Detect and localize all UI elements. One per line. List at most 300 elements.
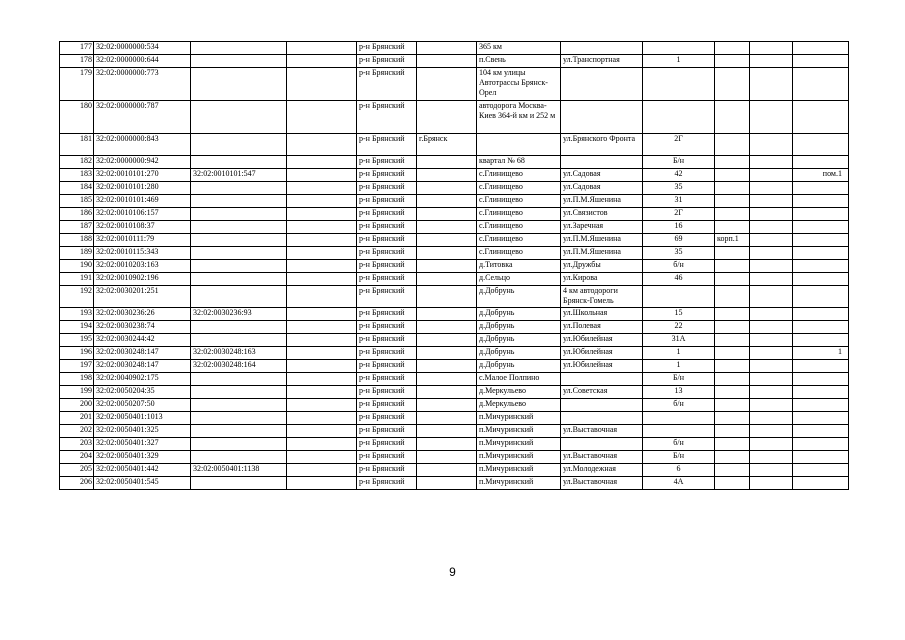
- city-cell: [417, 477, 477, 490]
- cadastral-number-cell: 32:02:0030238:74: [94, 321, 191, 334]
- street-cell: ул.Молодежная: [561, 464, 643, 477]
- locality-cell: [477, 134, 561, 156]
- table-row: [60, 477, 849, 490]
- building-cell: [715, 182, 750, 195]
- building-cell: [715, 477, 750, 490]
- cadastral-number-cell: 32:02:0010101:469: [94, 195, 191, 208]
- street-cell: ул.Дружбы: [561, 260, 643, 273]
- linked-cadastral-cell: [191, 247, 287, 260]
- empty-cell: [750, 347, 793, 360]
- table-row: [60, 438, 849, 451]
- house-cell: 4А: [643, 477, 715, 490]
- premises-cell: [793, 360, 849, 373]
- premises-cell: [793, 308, 849, 321]
- empty-cell: [287, 360, 357, 373]
- linked-cadastral-cell: [191, 373, 287, 386]
- linked-cadastral-cell: [191, 221, 287, 234]
- premises-cell: [793, 55, 849, 68]
- locality-cell: с.Глинищево: [477, 195, 561, 208]
- locality-cell: д.Добрунь: [477, 321, 561, 334]
- empty-cell: [750, 68, 793, 101]
- linked-cadastral-cell: [191, 438, 287, 451]
- linked-cadastral-cell: [191, 334, 287, 347]
- empty-cell: [750, 208, 793, 221]
- registry-table: [59, 41, 849, 490]
- linked-cadastral-cell: [191, 101, 287, 134]
- empty-cell: [750, 425, 793, 438]
- building-cell: [715, 195, 750, 208]
- house-cell: [643, 68, 715, 101]
- premises-cell: [793, 464, 849, 477]
- row-number-cell: 186: [60, 208, 94, 221]
- row-number-cell: 205: [60, 464, 94, 477]
- district-cell: р-н Брянский: [357, 308, 417, 321]
- city-cell: [417, 373, 477, 386]
- district-cell: р-н Брянский: [357, 360, 417, 373]
- empty-cell: [287, 308, 357, 321]
- linked-cadastral-cell: [191, 321, 287, 334]
- building-cell: [715, 156, 750, 169]
- row-number-cell: 189: [60, 247, 94, 260]
- linked-cadastral-cell: [191, 477, 287, 490]
- city-cell: [417, 273, 477, 286]
- empty-cell: [750, 169, 793, 182]
- house-cell: 35: [643, 182, 715, 195]
- empty-cell: [750, 321, 793, 334]
- street-cell: ул.Транспортная: [561, 55, 643, 68]
- premises-cell: [793, 373, 849, 386]
- table-row: [60, 221, 849, 234]
- linked-cadastral-cell: [191, 286, 287, 308]
- house-cell: 15: [643, 308, 715, 321]
- empty-cell: [287, 412, 357, 425]
- house-cell: 69: [643, 234, 715, 247]
- table-row: [60, 334, 849, 347]
- table-row: [60, 247, 849, 260]
- district-cell: р-н Брянский: [357, 101, 417, 134]
- locality-cell: 104 км улицы Автотрассы Брянск-Орел: [477, 68, 561, 101]
- empty-cell: [750, 373, 793, 386]
- street-cell: ул.Садовая: [561, 182, 643, 195]
- premises-cell: [793, 134, 849, 156]
- row-number-cell: 192: [60, 286, 94, 308]
- empty-cell: [287, 425, 357, 438]
- premises-cell: [793, 156, 849, 169]
- premises-cell: [793, 399, 849, 412]
- empty-cell: [750, 438, 793, 451]
- district-cell: р-н Брянский: [357, 234, 417, 247]
- empty-cell: [287, 195, 357, 208]
- city-cell: [417, 321, 477, 334]
- building-cell: [715, 386, 750, 399]
- building-cell: [715, 464, 750, 477]
- district-cell: р-н Брянский: [357, 42, 417, 55]
- city-cell: г.Брянск: [417, 134, 477, 156]
- building-cell: [715, 260, 750, 273]
- building-cell: [715, 347, 750, 360]
- table-row: [60, 286, 849, 308]
- empty-cell: [287, 399, 357, 412]
- linked-cadastral-cell: [191, 260, 287, 273]
- cadastral-number-cell: 32:02:0010108:37: [94, 221, 191, 234]
- street-cell: [561, 42, 643, 55]
- premises-cell: [793, 42, 849, 55]
- empty-cell: [750, 182, 793, 195]
- locality-cell: автодорога Москва-Киев 364-й км и 252 м: [477, 101, 561, 134]
- locality-cell: с.Глинищево: [477, 169, 561, 182]
- street-cell: ул.Брянского Фронта: [561, 134, 643, 156]
- linked-cadastral-cell: 32:02:0010101:547: [191, 169, 287, 182]
- cadastral-number-cell: 32:02:0050401:545: [94, 477, 191, 490]
- linked-cadastral-cell: [191, 386, 287, 399]
- linked-cadastral-cell: [191, 156, 287, 169]
- city-cell: [417, 42, 477, 55]
- premises-cell: [793, 412, 849, 425]
- empty-cell: [287, 221, 357, 234]
- row-number-cell: 188: [60, 234, 94, 247]
- district-cell: р-н Брянский: [357, 247, 417, 260]
- empty-cell: [750, 334, 793, 347]
- premises-cell: [793, 451, 849, 464]
- linked-cadastral-cell: [191, 412, 287, 425]
- table-row: [60, 134, 849, 156]
- street-cell: ул.Связистов: [561, 208, 643, 221]
- empty-cell: [287, 373, 357, 386]
- city-cell: [417, 208, 477, 221]
- empty-cell: [750, 55, 793, 68]
- empty-cell: [287, 42, 357, 55]
- empty-cell: [287, 169, 357, 182]
- locality-cell: д.Сельцо: [477, 273, 561, 286]
- street-cell: ул.Советская: [561, 386, 643, 399]
- street-cell: ул.Юбилейная: [561, 347, 643, 360]
- premises-cell: [793, 260, 849, 273]
- empty-cell: [287, 101, 357, 134]
- street-cell: [561, 399, 643, 412]
- locality-cell: д.Меркульево: [477, 399, 561, 412]
- locality-cell: с.Малое Полпино: [477, 373, 561, 386]
- street-cell: [561, 373, 643, 386]
- city-cell: [417, 182, 477, 195]
- linked-cadastral-cell: [191, 425, 287, 438]
- building-cell: [715, 221, 750, 234]
- house-cell: 1: [643, 347, 715, 360]
- building-cell: [715, 308, 750, 321]
- street-cell: ул.Заречная: [561, 221, 643, 234]
- table-row: [60, 399, 849, 412]
- locality-cell: д.Меркульево: [477, 386, 561, 399]
- linked-cadastral-cell: 32:02:0030248:163: [191, 347, 287, 360]
- city-cell: [417, 412, 477, 425]
- linked-cadastral-cell: [191, 208, 287, 221]
- table-row: [60, 68, 849, 101]
- table-row: [60, 373, 849, 386]
- building-cell: [715, 373, 750, 386]
- building-cell: [715, 425, 750, 438]
- row-number-cell: 181: [60, 134, 94, 156]
- district-cell: р-н Брянский: [357, 412, 417, 425]
- building-cell: [715, 68, 750, 101]
- building-cell: [715, 438, 750, 451]
- locality-cell: п.Мичуринский: [477, 451, 561, 464]
- district-cell: р-н Брянский: [357, 425, 417, 438]
- empty-cell: [750, 464, 793, 477]
- building-cell: [715, 101, 750, 134]
- locality-cell: п.Мичуринский: [477, 412, 561, 425]
- city-cell: [417, 247, 477, 260]
- building-cell: [715, 247, 750, 260]
- city-cell: [417, 464, 477, 477]
- premises-cell: [793, 234, 849, 247]
- premises-cell: [793, 438, 849, 451]
- locality-cell: п.Мичуринский: [477, 425, 561, 438]
- premises-cell: [793, 182, 849, 195]
- row-number-cell: 178: [60, 55, 94, 68]
- house-cell: б/н: [643, 399, 715, 412]
- linked-cadastral-cell: [191, 234, 287, 247]
- empty-cell: [287, 156, 357, 169]
- house-cell: [643, 412, 715, 425]
- building-cell: [715, 134, 750, 156]
- row-number-cell: 180: [60, 101, 94, 134]
- building-cell: [715, 334, 750, 347]
- row-number-cell: 193: [60, 308, 94, 321]
- district-cell: р-н Брянский: [357, 182, 417, 195]
- row-number-cell: 183: [60, 169, 94, 182]
- street-cell: ул.Выставочная: [561, 477, 643, 490]
- cadastral-number-cell: 32:02:0030244:42: [94, 334, 191, 347]
- house-cell: [643, 425, 715, 438]
- cadastral-number-cell: 32:02:0000000:942: [94, 156, 191, 169]
- house-cell: 1: [643, 360, 715, 373]
- city-cell: [417, 156, 477, 169]
- linked-cadastral-cell: [191, 195, 287, 208]
- locality-cell: с.Глинищево: [477, 208, 561, 221]
- empty-cell: [750, 195, 793, 208]
- locality-cell: п.Мичуринский: [477, 438, 561, 451]
- house-cell: 13: [643, 386, 715, 399]
- street-cell: ул.Школьная: [561, 308, 643, 321]
- empty-cell: [287, 134, 357, 156]
- building-cell: [715, 412, 750, 425]
- city-cell: [417, 334, 477, 347]
- row-number-cell: 194: [60, 321, 94, 334]
- empty-cell: [750, 234, 793, 247]
- house-cell: 22: [643, 321, 715, 334]
- page-number: 9: [449, 565, 456, 579]
- row-number-cell: 191: [60, 273, 94, 286]
- street-cell: [561, 156, 643, 169]
- cadastral-number-cell: 32:02:0000000:843: [94, 134, 191, 156]
- house-cell: 1: [643, 55, 715, 68]
- city-cell: [417, 234, 477, 247]
- row-number-cell: 198: [60, 373, 94, 386]
- city-cell: [417, 360, 477, 373]
- district-cell: р-н Брянский: [357, 286, 417, 308]
- cadastral-number-cell: 32:02:0000000:644: [94, 55, 191, 68]
- street-cell: [561, 68, 643, 101]
- table-row: [60, 412, 849, 425]
- row-number-cell: 200: [60, 399, 94, 412]
- table-row: [60, 55, 849, 68]
- city-cell: [417, 425, 477, 438]
- house-cell: 46: [643, 273, 715, 286]
- house-cell: б/н: [643, 260, 715, 273]
- cadastral-number-cell: 32:02:0010115:343: [94, 247, 191, 260]
- table-row: [60, 273, 849, 286]
- locality-cell: с.Глинищево: [477, 247, 561, 260]
- cadastral-number-cell: 32:02:0010101:280: [94, 182, 191, 195]
- house-cell: [643, 42, 715, 55]
- cadastral-number-cell: 32:02:0050401:442: [94, 464, 191, 477]
- linked-cadastral-cell: 32:02:0030236:93: [191, 308, 287, 321]
- city-cell: [417, 347, 477, 360]
- table-row: [60, 101, 849, 134]
- row-number-cell: 185: [60, 195, 94, 208]
- empty-cell: [287, 321, 357, 334]
- empty-cell: [750, 156, 793, 169]
- city-cell: [417, 386, 477, 399]
- cadastral-number-cell: 32:02:0050401:325: [94, 425, 191, 438]
- empty-cell: [750, 286, 793, 308]
- linked-cadastral-cell: [191, 399, 287, 412]
- cadastral-number-cell: 32:02:0050204:35: [94, 386, 191, 399]
- cadastral-number-cell: 32:02:0050401:1013: [94, 412, 191, 425]
- premises-cell: [793, 68, 849, 101]
- street-cell: ул.Выставочная: [561, 451, 643, 464]
- house-cell: Б/н: [643, 451, 715, 464]
- district-cell: р-н Брянский: [357, 438, 417, 451]
- premises-cell: [793, 286, 849, 308]
- locality-cell: д.Добрунь: [477, 308, 561, 321]
- premises-cell: [793, 208, 849, 221]
- cadastral-number-cell: 32:02:0040902:175: [94, 373, 191, 386]
- linked-cadastral-cell: [191, 134, 287, 156]
- empty-cell: [287, 234, 357, 247]
- district-cell: р-н Брянский: [357, 221, 417, 234]
- house-cell: 31А: [643, 334, 715, 347]
- cadastral-number-cell: 32:02:0030236:26: [94, 308, 191, 321]
- building-cell: [715, 321, 750, 334]
- street-cell: ул.Выставочная: [561, 425, 643, 438]
- street-cell: ул.Юбилейная: [561, 360, 643, 373]
- house-cell: б/н: [643, 438, 715, 451]
- street-cell: [561, 412, 643, 425]
- linked-cadastral-cell: [191, 68, 287, 101]
- city-cell: [417, 308, 477, 321]
- district-cell: р-н Брянский: [357, 464, 417, 477]
- house-cell: 31: [643, 195, 715, 208]
- premises-cell: пом.1: [793, 169, 849, 182]
- city-cell: [417, 451, 477, 464]
- row-number-cell: 190: [60, 260, 94, 273]
- district-cell: р-н Брянский: [357, 273, 417, 286]
- row-number-cell: 206: [60, 477, 94, 490]
- district-cell: р-н Брянский: [357, 477, 417, 490]
- row-number-cell: 204: [60, 451, 94, 464]
- empty-cell: [287, 55, 357, 68]
- cadastral-number-cell: 32:02:0010111:79: [94, 234, 191, 247]
- cadastral-number-cell: 32:02:0000000:534: [94, 42, 191, 55]
- district-cell: р-н Брянский: [357, 451, 417, 464]
- building-cell: [715, 208, 750, 221]
- district-cell: р-н Брянский: [357, 195, 417, 208]
- row-number-cell: 197: [60, 360, 94, 373]
- table-row: [60, 451, 849, 464]
- row-number-cell: 187: [60, 221, 94, 234]
- table-row: [60, 156, 849, 169]
- building-cell: [715, 286, 750, 308]
- locality-cell: п.Свень: [477, 55, 561, 68]
- premises-cell: [793, 247, 849, 260]
- street-cell: ул.Юбилейная: [561, 334, 643, 347]
- street-cell: ул.П.М.Яшенина: [561, 234, 643, 247]
- empty-cell: [287, 451, 357, 464]
- locality-cell: с.Глинищево: [477, 234, 561, 247]
- linked-cadastral-cell: 32:02:0050401:1138: [191, 464, 287, 477]
- building-cell: [715, 55, 750, 68]
- empty-cell: [287, 247, 357, 260]
- house-cell: Б/н: [643, 373, 715, 386]
- locality-cell: д.Добрунь: [477, 360, 561, 373]
- table-row: [60, 386, 849, 399]
- table-row: [60, 308, 849, 321]
- table-row: [60, 208, 849, 221]
- city-cell: [417, 55, 477, 68]
- house-cell: 42: [643, 169, 715, 182]
- building-cell: [715, 399, 750, 412]
- row-number-cell: 202: [60, 425, 94, 438]
- street-cell: ул.П.М.Яшенина: [561, 195, 643, 208]
- locality-cell: 365 км: [477, 42, 561, 55]
- empty-cell: [287, 464, 357, 477]
- table-row: [60, 234, 849, 247]
- locality-cell: п.Мичуринский: [477, 464, 561, 477]
- empty-cell: [287, 334, 357, 347]
- cadastral-number-cell: 32:02:0030201:251: [94, 286, 191, 308]
- cadastral-number-cell: 32:02:0030248:147: [94, 347, 191, 360]
- locality-cell: п.Мичуринский: [477, 477, 561, 490]
- row-number-cell: 177: [60, 42, 94, 55]
- street-cell: ул.Кирова: [561, 273, 643, 286]
- premises-cell: [793, 195, 849, 208]
- building-cell: [715, 360, 750, 373]
- building-cell: [715, 42, 750, 55]
- building-cell: корп.1: [715, 234, 750, 247]
- row-number-cell: 179: [60, 68, 94, 101]
- house-cell: 2Г: [643, 208, 715, 221]
- empty-cell: [750, 42, 793, 55]
- house-cell: Б/н: [643, 156, 715, 169]
- empty-cell: [287, 68, 357, 101]
- cadastral-number-cell: 32:02:0010101:270: [94, 169, 191, 182]
- table-row: [60, 195, 849, 208]
- empty-cell: [287, 438, 357, 451]
- district-cell: р-н Брянский: [357, 260, 417, 273]
- row-number-cell: 203: [60, 438, 94, 451]
- empty-cell: [750, 101, 793, 134]
- row-number-cell: 195: [60, 334, 94, 347]
- house-cell: 2Г: [643, 134, 715, 156]
- empty-cell: [750, 360, 793, 373]
- empty-cell: [750, 412, 793, 425]
- table-row: [60, 347, 849, 360]
- district-cell: р-н Брянский: [357, 334, 417, 347]
- linked-cadastral-cell: [191, 55, 287, 68]
- house-cell: 16: [643, 221, 715, 234]
- table-row: [60, 425, 849, 438]
- city-cell: [417, 260, 477, 273]
